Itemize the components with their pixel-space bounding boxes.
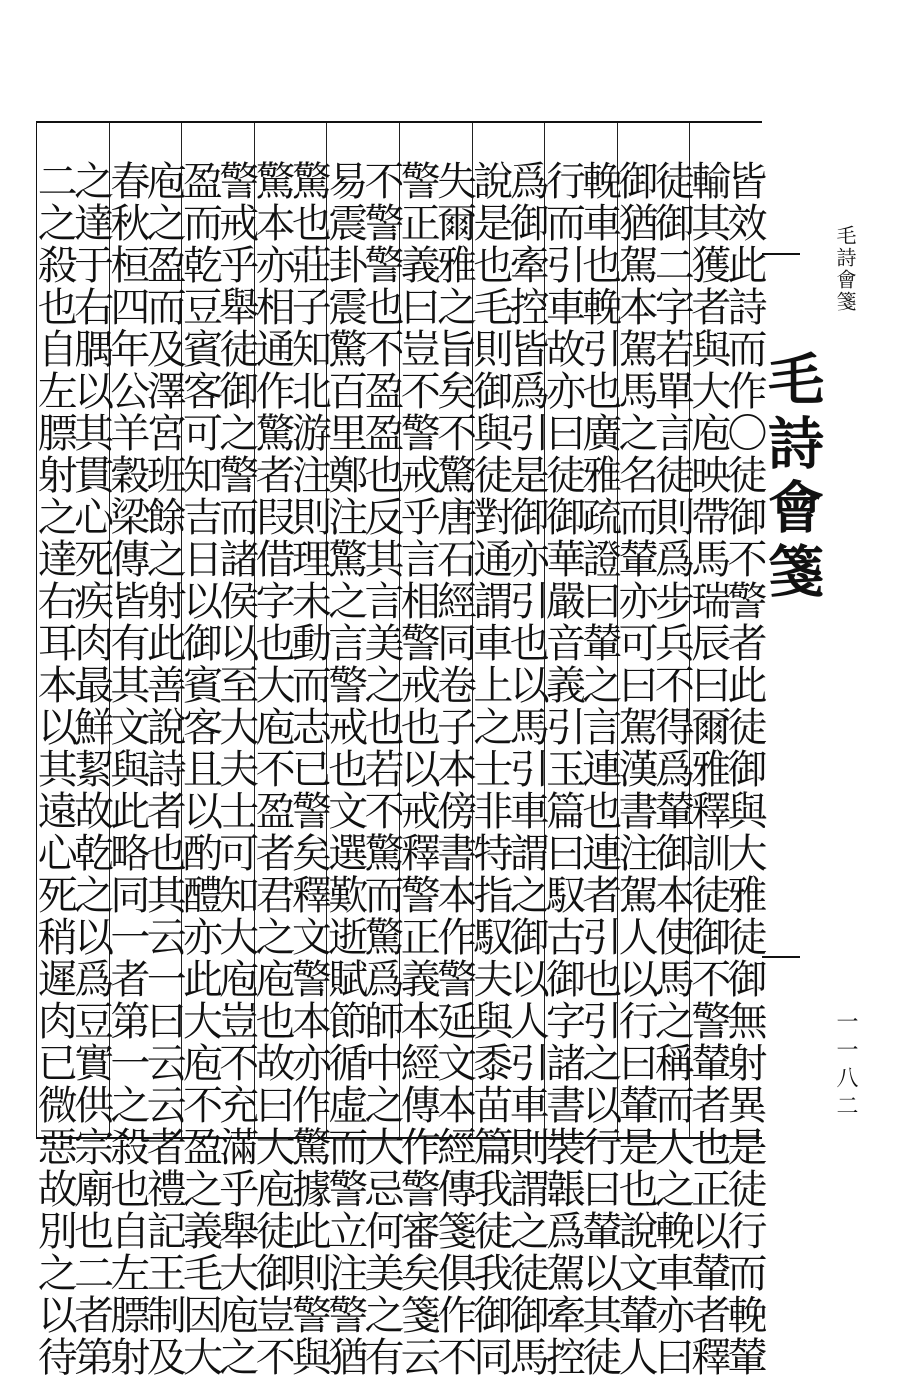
page-number: 一一八二 — [833, 1010, 858, 1122]
gutter — [759, 121, 825, 1139]
text-column — [249, 122, 296, 1378]
column-text: 驚也莊子知北游注則理未動而志已警矣釋文警本亦作驚據此則警與 — [285, 160, 332, 1378]
column-text: 易震卦震驚百里鄭注驚之言警戒也文選歎逝賦節循虛而警立注警猶 — [321, 160, 368, 1378]
text-column — [31, 122, 78, 1378]
text-column — [720, 122, 767, 1378]
text-column — [357, 122, 404, 1378]
text-column — [176, 122, 223, 1378]
column-text: 皆效此詩而作〇徒御不警者此徒御與大雅徒御無射異是徒行而輓輦 — [720, 160, 767, 1378]
column-text: 警戒乎舉徒御之警而諸侯以至大夫士可知大庖豈不充滿乎舉大庖之 — [212, 160, 259, 1378]
text-column — [575, 122, 622, 1378]
column-text: 庖之盈而及澤宮班餘之射此善說詩者也其云一曰云云者禮記王制及 — [140, 160, 187, 1378]
column-text: 之達于右腢以其貫心死疾肉最鮮絜故乾之以爲豆實供宗廟也二者第 — [67, 160, 114, 1378]
gutter-title: 毛詩會箋 — [759, 350, 825, 606]
column-text: 徒御二字若單言徒則爲步兵不得爲輦御本使馬之稱而人之輓車亦曰 — [648, 160, 695, 1378]
column-text: 不警警也不盈盈也反其言美之也若不驚而驚爲師中之大忌何美之有 — [357, 160, 404, 1378]
text-column — [648, 122, 695, 1378]
column-text: 二之殺也自左膘射之達右耳本以其遠心死稍遲肉已微惡故別之以待 — [31, 160, 78, 1378]
column-text: 行而引車故亦曰徒御華嚴音義引玉篇曰馭古御字諸書裝韔爲駕牽控 — [539, 160, 586, 1378]
text-column — [285, 122, 332, 1378]
text-column — [140, 122, 187, 1378]
column-text: 輓車也輓引也廣雅疏證曰輦之言連也連者引也引之以行曰輦以其徒 — [575, 160, 622, 1378]
text-column — [394, 122, 441, 1378]
column-text: 警正義曰豈不警戒乎言相警戒也以戒釋警正義本經傳作警審矣箋云 — [394, 160, 441, 1378]
column-text: 失爾雅之旨矣不驚唐石經同卷子本傍書本作警延文本經傳箋俱作不 — [430, 160, 477, 1378]
text-column — [503, 122, 550, 1378]
column-text: 驚本亦相通作驚者叚借字也大庖不盈者君之庖也故曰大庖徒御豈不 — [249, 160, 296, 1378]
text-column — [103, 122, 150, 1378]
column-text: 輸其獲者與大庖映帶馬瑞辰曰爾雅釋訓徒御不警輦者也正以輦者釋 — [684, 160, 731, 1378]
column-text: 春秋桓四年公羊穀梁傳皆有其文與此略同一者第一之殺也自左膘射 — [103, 160, 150, 1378]
column-text: 爲御牽控皆爲引是御亦引也以馬引車謂之御以人引車則謂之徒御馬 — [503, 160, 550, 1378]
column-text: 盈而乾豆賓客可知吉日以御賓客且以酌醴亦此大庖不盈之義毛因大 — [176, 160, 223, 1378]
gutter-rule-top — [762, 253, 800, 255]
text-column — [539, 122, 586, 1378]
text-column — [321, 122, 368, 1378]
column-text: 御猶駕本駕馬之名而輦亦可曰駕漢書注駕人以行曰輦是也說文輦人 — [612, 160, 659, 1378]
text-column — [466, 122, 513, 1378]
text-column — [212, 122, 259, 1378]
running-head: 毛詩會箋 — [833, 225, 857, 313]
column-text: 說是也毛則御與徒對通謂車上之士非特指馭夫與黍苗篇我徒我御同 — [466, 160, 513, 1378]
text-column — [612, 122, 659, 1378]
text-column — [67, 122, 114, 1378]
text-column — [684, 122, 731, 1378]
gutter-rule-bottom — [762, 956, 800, 958]
text-column — [430, 122, 477, 1378]
